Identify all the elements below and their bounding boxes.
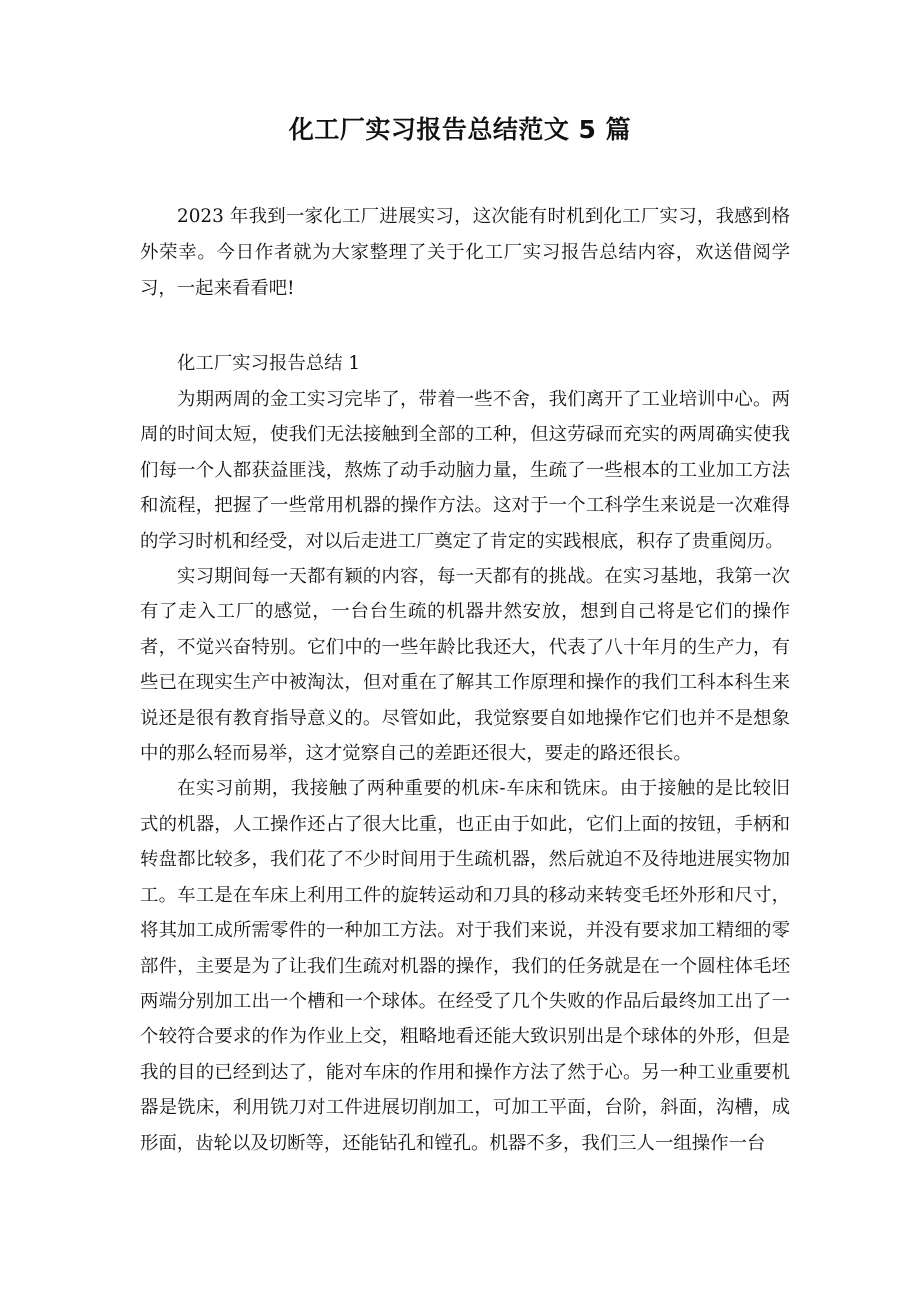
section-heading: 化工厂实习报告总结 1 xyxy=(177,353,361,374)
intro-block xyxy=(140,199,790,307)
body-paragraph-3: 在实习前期，我接触了两种重要的机床-车床和铣床。由于接触的是比较旧式的机器，人工操作还占了很大比重，也正由于如此，它们上面的按钮，手柄和转盘都比较多，我们花了不少时间用于生疏机器，然后就迫不及待地进展实物加工。车工是在车床上利用工件的旋转运动和刀具的移动来转变毛坯外形和尺寸，将其加工成所需零件的一种加工方法。对于我们来说，并没有要求加工精细的零部件，主要是为了让我们生疏对机器的操作，我们的任务就是在一个圆柱体毛坯两端分别加工出一个槽和一个球体。在经受了几个失败的作品后最终加工出了一个较符合要求的作为作业上交，粗略地看还能大致识别出是个球体的外形，但是我的目的已经到达了，能对车床的作用和操作方法了然于心。另一种工业重要机器是铣床，利用铣刀对工件进展切削加工，可加工平面，台阶，斜面，沟槽，成形面，齿轮以及切断等，还能钻孔和镗孔。机器不多，我们三人一组操作一台 xyxy=(140,778,790,1154)
body-paragraph-2: 实习期间每一天都有颖的内容，每一天都有的挑战。在实习基地，我第一次有了走入工厂的感觉，一台台生疏的机器井然安放，想到自己将是它们的操作者，不觉兴奋特别。它们中的一些年龄比我还大，代表了八十年月的生产力，有些已在现实生产中被淘汰，但对重在了解其工作原理和操作的我们工科本科生来说还是很有教育指导意义的。尽管如此，我觉察要自如地操作它们也并不是想象中的那么轻而易举，这才觉察自己的差距还很大，要走的路还很长。 xyxy=(140,566,790,765)
body-paragraph-1: 为期两周的金工实习完毕了，带着一些不舍，我们离开了工业培训中心。两周的时间太短，使我们无法接触到全部的工种，但这劳碌而充实的两周确实使我们每一个人都获益匪浅，熬炼了动手动脑力量，生疏了一些根本的工业加工方法和流程，把握了一些常用机器的操作方法。这对于一个工科学生来说是一次难得的学习时机和经受，对以后走进工厂奠定了肯定的实践根底，积存了贵重阅历。 xyxy=(140,389,790,552)
document-title: 化工厂实习报告总结范文 5 篇 xyxy=(288,115,632,144)
intro-paragraph: 2023 年我到一家化工厂进展实习，这次能有时机到化工厂实习，我感到格外荣幸。今日作者就为大家整理了关于化工厂实习报告总结内容，欢送借阅学习，一起来看看吧! xyxy=(140,206,790,299)
body-text xyxy=(140,382,790,1161)
